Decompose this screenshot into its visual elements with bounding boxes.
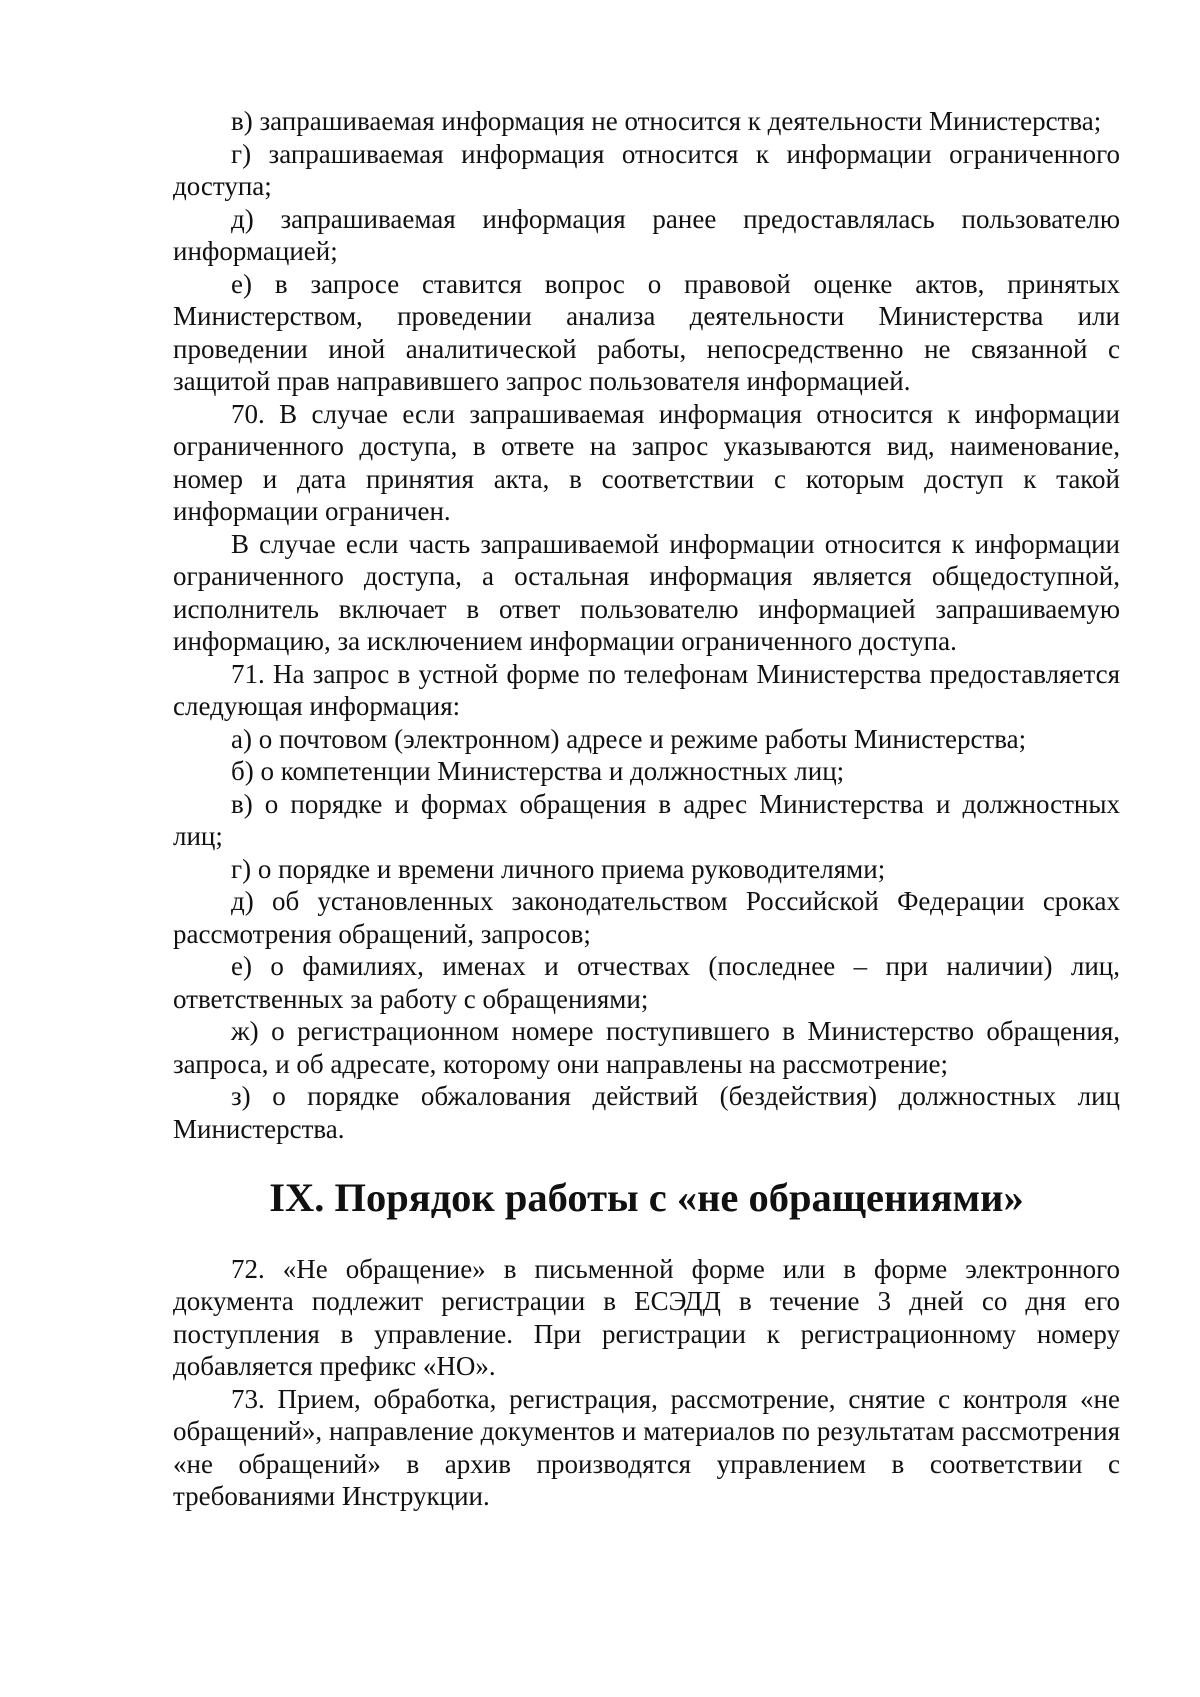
paragraph-71-d: д) об установленных законодательством Российской Федерации сроках рассмотрения обращений, запросов; bbox=[173, 886, 1120, 949]
section-heading: IX. Порядок работы с «не обращениями» bbox=[269, 1175, 1024, 1220]
paragraph-71-e: е) о фамилиях, именах и отчествах (последнее – при наличии) лиц, ответственных за работу с обращениями; bbox=[173, 951, 1120, 1014]
paragraph-item-g: г) запрашиваемая информация относится к информации ограниченного доступа; bbox=[173, 138, 1120, 201]
paragraph-71-a: а) о почтовом (электронном) адресе и режиме работы Министерства; bbox=[231, 723, 1027, 754]
paragraph-item-v: в) запрашиваемая информация не относится к деятельности Министерства; bbox=[231, 106, 1102, 136]
paragraph-71-g: г) о порядке и времени личного приема руководителями; bbox=[231, 853, 886, 884]
document-page bbox=[173, 105, 1120, 1513]
paragraph-71-v: в) о порядке и формах обращения в адрес Министерства и должностных лиц; bbox=[173, 788, 1120, 851]
paragraph-71-zh: ж) о регистрационном номере поступившего в Министерство обращения, запроса, и об адресате, которому они направлены на рассмотрение; bbox=[173, 1016, 1120, 1079]
paragraph-item-d: д) запрашиваемая информация ранее предоставлялась пользователю информацией; bbox=[173, 203, 1120, 266]
paragraph-71-b: б) о компетенции Министерства и должностных лиц; bbox=[231, 756, 845, 786]
paragraph-71-z: з) о порядке обжалования действий (бездействия) должностных лиц Министерства. bbox=[173, 1081, 1120, 1144]
paragraph-70-continued: В случае если часть запрашиваемой информации относится к информации ограниченного доступа, а остальная информация является общедоступной, исполнитель включает в ответ пользователю информацией запрашиваемую информацию, за исключением информации ограниченного доступа. bbox=[173, 528, 1120, 656]
paragraph-73: 73. Прием, обработка, регистрация, рассмотрение, снятие с контроля «не обращений», направление документов и материалов по результатам рассмотрения «не обращений» в архив производятся управлением в соответствии с требованиями Инструкции. bbox=[173, 1383, 1120, 1511]
paragraph-70: 70. В случае если запрашиваемая информация относится к информации ограниченного доступа, в ответе на запрос указываются вид, наименование, номер и дата принятия акта, в соответствии с которым доступ к такой информации ограничен. bbox=[173, 398, 1120, 526]
paragraph-item-e: е) в запросе ставится вопрос о правовой оценке актов, принятых Министерством, проведении анализа деятельности Министерства или проведении иной аналитической работы, непосредственно не связанной с защитой прав направившего запрос пользователя информацией. bbox=[173, 268, 1120, 396]
paragraph-71: 71. На запрос в устной форме по телефонам Министерства предоставляется следующая информация: bbox=[173, 658, 1120, 721]
paragraph-72: 72. «Не обращение» в письменной форме или в форме электронного документа подлежит регистрации в ЕСЭДД в течение 3 дней со дня его поступления в управление. При регистрации к регистрационному номеру добавляется префикс «НО». bbox=[173, 1253, 1120, 1381]
